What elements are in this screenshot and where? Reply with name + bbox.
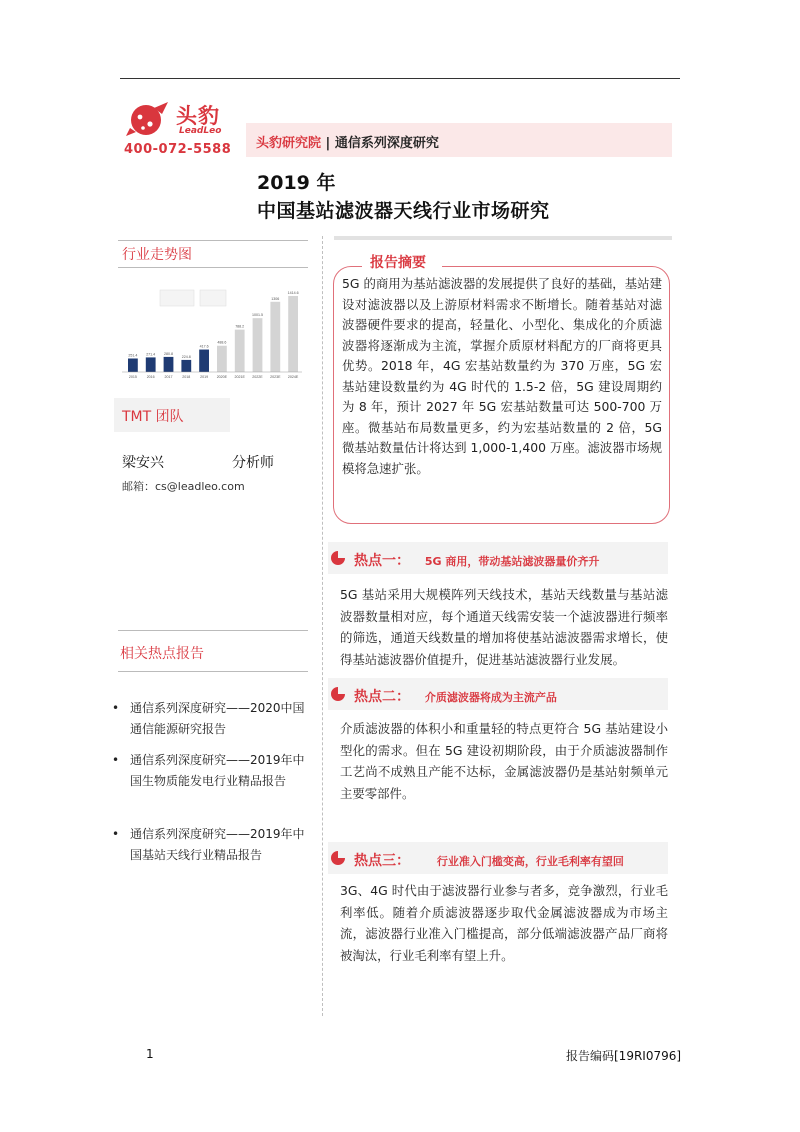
bullet-icon: • [112, 753, 120, 767]
column-divider [322, 236, 323, 1016]
separator: | [325, 136, 331, 151]
hotspot-text: 5G 基站采用大规模阵列天线技术，基站天线数量与基站滤波器数量相对应，每个通道天线需安装一个滤波器进行频率的筛选，通道天线数量的增加将使基站滤波器需求增长，使得基站滤波器价值提升，促进基站滤波器行业发展。 [340, 587, 668, 667]
summary-title: 报告摘要 [370, 255, 426, 271]
hotspot-heading [354, 686, 557, 706]
chart-tick-label: 2015 [128, 375, 137, 379]
chart-bar [164, 357, 174, 372]
bullet-icon: • [112, 701, 120, 715]
divider-line [118, 267, 308, 268]
bullet-icon: • [112, 827, 120, 841]
legend-box [200, 290, 226, 306]
chart-bar [146, 357, 156, 372]
hotspot-subtitle: 介质滤波器将成为主流产品 [424, 691, 557, 704]
summary-text: 5G 的商用为基站滤波器的发展提供了良好的基础，基站建设对滤波器以及上游原材料需求不断增长。随着基站对滤波器硬件要求的提高，轻量化、小型化、集成化的介质滤波器将逐渐成为主流，掌握介质原材料配方的厂商将更具优势。2018 年，4G 宏基站数量约为 370 万座，5G 宏基站建设数量约为 4G 时代的 1.5-2 倍，5G 建设周期约为 8 年，预计 2027 年 5G 宏基站数量可达 500-700 万座。微基站布局数量更多，约为宏基站数量的 2 倍，5G 微基站数量估计将达到 1,000-1,400 万座。滤波器市场规模将急速扩张。 [342, 276, 662, 476]
hotspot-heading [354, 550, 599, 570]
chart-bar [253, 318, 263, 372]
chart-tick-label: 2021E [234, 375, 245, 379]
trend-heading: 行业走势图 [122, 247, 192, 263]
analyst-name: 梁安兴 [122, 455, 164, 471]
chart-bar [270, 302, 280, 372]
chart-data-label: 488.6 [217, 340, 227, 345]
chart-bar [217, 346, 227, 372]
institute-name: 头豹研究院 [256, 136, 322, 151]
chart-tick-label: 2022E [252, 375, 263, 379]
top-rule [120, 78, 680, 79]
divider-line [118, 630, 308, 631]
chart-tick-label: 2017 [164, 375, 173, 379]
chart-data-label: 1414.6 [287, 290, 299, 295]
team-heading: TMT 团队 [122, 409, 184, 425]
pie-marker-icon [330, 686, 346, 702]
chart-tick-label: 2019 [200, 375, 209, 379]
hotspot-subtitle: 行业准入门槛变高，行业毛利率有望回 [436, 855, 624, 868]
divider-line [118, 240, 308, 241]
brand-name-en: LeadLeo [179, 126, 222, 136]
divider-line [118, 671, 308, 672]
report-year: 2019 年 [257, 172, 336, 194]
chart-tick-label: 2023E [270, 375, 281, 379]
title-rule [334, 236, 672, 240]
analyst-email: 邮箱：cs@leadleo.com [122, 480, 245, 493]
hotspot-label: 热点二： [354, 689, 410, 705]
related-report-item[interactable] [112, 698, 312, 740]
related-report-text: 通信系列深度研究——2019年中国生物质能发电行业精品报告 [130, 753, 305, 788]
hotspot-text: 3G、4G 时代由于滤波器行业参与者多，竞争激烈，行业毛利率低。随着介质滤波器逐步取代金属滤波器成为市场主流，滤波器行业准入门槛提高，部分低端滤波器产品厂商将被淘汰，行业毛利率有望上升。 [340, 883, 668, 963]
hotspot-label: 热点三： [354, 853, 410, 869]
chart-data-label: 1001.5 [252, 313, 263, 318]
hotspot-heading [354, 850, 624, 870]
related-report-text: 通信系列深度研究——2020中国通信能源研究报告 [130, 701, 305, 736]
chart-data-label: 251.4 [128, 353, 138, 358]
chart-bar [235, 330, 245, 372]
analyst-role: 分析师 [232, 455, 274, 471]
chart-data-label: 417.6 [199, 344, 209, 349]
chart-bar [199, 350, 209, 372]
chart-tick-label: 2016 [146, 375, 155, 379]
industry-trend-chart [118, 278, 308, 384]
chart-data-label: 271.4 [146, 352, 156, 357]
pie-marker-icon [330, 850, 346, 866]
chart-bar [288, 296, 298, 372]
chart-data-label: 1306 [271, 296, 280, 301]
pie-marker-icon [330, 550, 346, 566]
phone-number: 400-072-5588 [124, 142, 232, 157]
chart-tick-label: 2024E [287, 375, 299, 379]
related-report-item[interactable] [112, 824, 312, 866]
page-number: 1 [146, 1047, 154, 1061]
chart-bar [128, 358, 138, 372]
page-title: 中国基站滤波器天线行业市场研究 [257, 200, 550, 222]
related-report-text: 通信系列深度研究——2019年中国基站天线行业精品报告 [130, 827, 305, 862]
chart-bar [181, 360, 191, 372]
hotspot-label: 热点一： [354, 553, 410, 569]
brand-name: 头豹 [176, 104, 220, 128]
report-code: 报告编码[19RI0796] [566, 1049, 682, 1063]
related-report-item[interactable] [112, 750, 312, 792]
hotspot-text: 介质滤波器的体积小和重量轻的特点更符合 5G 基站建设小型化的需求。但在 5G 建设初期阶段，由于介质滤波器制作工艺尚不成熟且产能不达标，金属滤波器仍是基站射频单元主要零部件。 [340, 721, 668, 801]
chart-data-label: 280.8 [164, 351, 173, 356]
hotspot-subtitle: 5G 商用，带动基站滤波器量价齐升 [424, 555, 600, 568]
chart-tick-label: 2020E [216, 375, 228, 379]
related-heading: 相关热点报告 [120, 646, 204, 662]
legend-box [160, 290, 194, 306]
series-name: 通信系列深度研究 [334, 136, 439, 151]
leopard-logo-icon [124, 98, 170, 138]
chart-data-label: 788.2 [235, 324, 245, 329]
chart-data-label: 224.8 [181, 354, 191, 359]
chart-tick-label: 2018 [182, 375, 191, 379]
series-line [256, 132, 439, 151]
